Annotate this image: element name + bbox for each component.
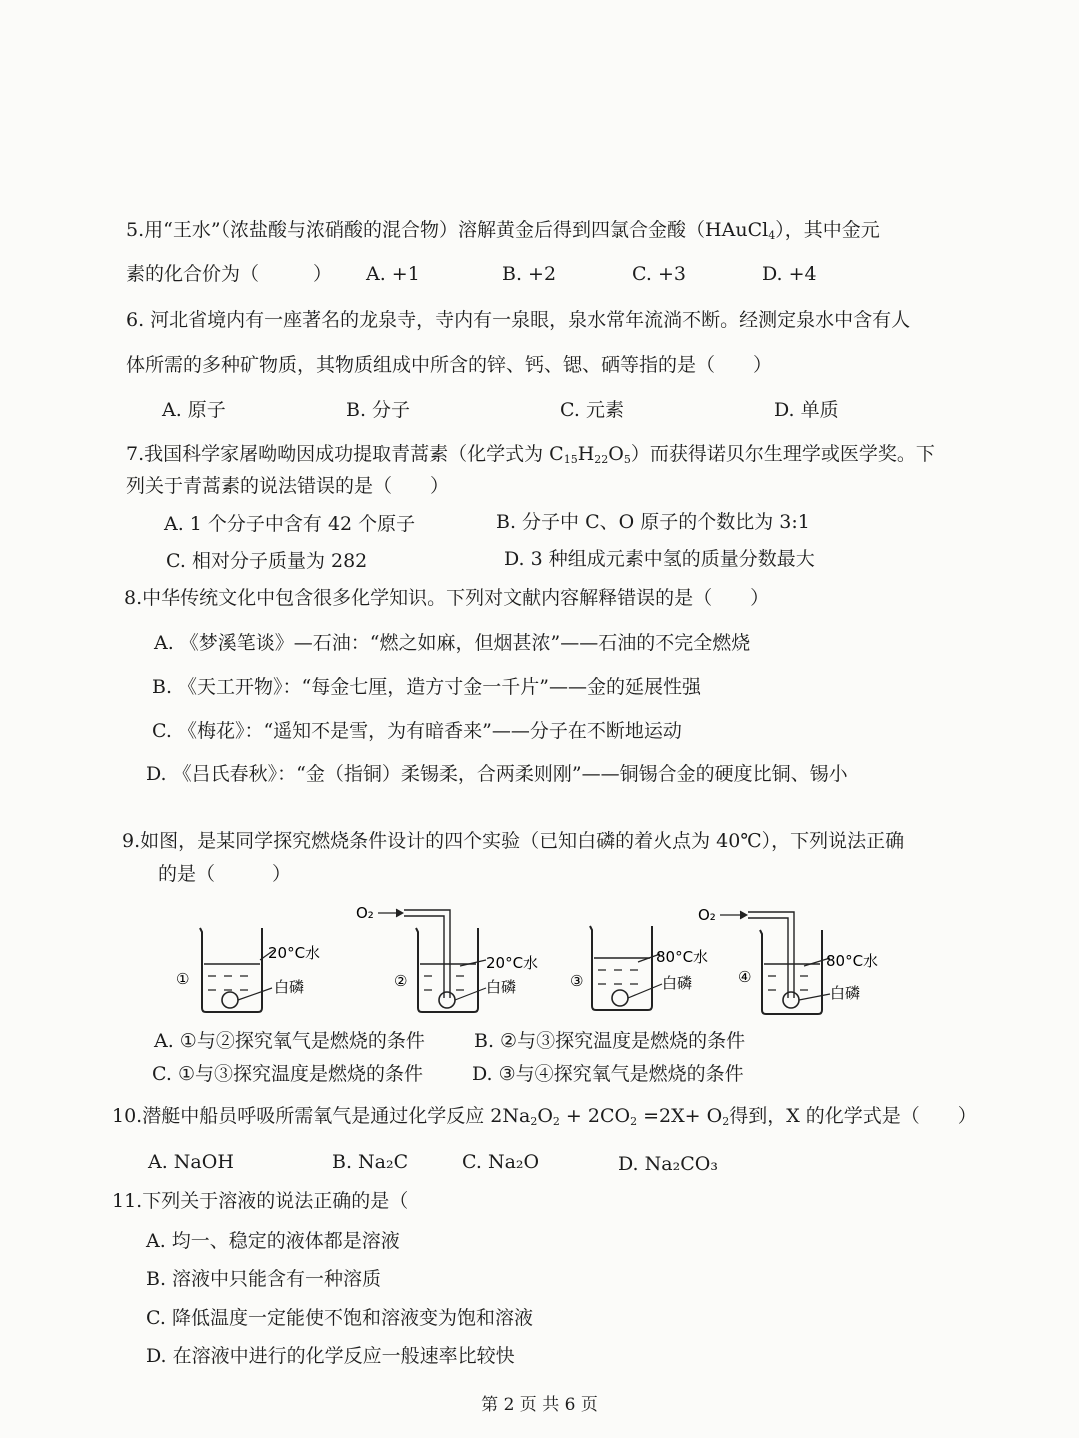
beaker-3-number: ③	[570, 972, 584, 990]
q8-option-b: B. 《天工开物》：“每金七厘，造方寸金一千片”——金的延展性强	[152, 676, 701, 698]
beaker-4	[698, 906, 878, 1014]
q9-line2: 的是（ ）	[158, 863, 292, 885]
q10-option-d: D. Na₂CO₃	[618, 1153, 718, 1175]
q6-option-c: C. 元素	[560, 399, 624, 421]
q10-option-b: B. Na₂C	[332, 1151, 409, 1173]
beaker-1-water-label: 20°C水	[268, 944, 321, 962]
q11-option-d: D. 在溶液中进行的化学反应一般速率比较快	[146, 1345, 515, 1367]
beaker-3	[570, 926, 708, 1010]
q10-option-c: C. Na₂O	[462, 1151, 540, 1173]
q6-line2: 体所需的多种矿物质，其物质组成中所含的锌、钙、锶、硒等指的是（ ）	[126, 354, 773, 376]
q9-option-c: C. ①与③探究温度是燃烧的条件	[152, 1063, 423, 1085]
q7-option-c: C. 相对分子质量为 282	[166, 550, 368, 572]
q7-option-b: B. 分子中 C、O 原子的个数比为 3:1	[496, 511, 810, 533]
q9-line1: 9.如图，是某同学探究燃烧条件设计的四个实验（已知白磷的着火点为 40℃），下列说法正确	[122, 830, 905, 852]
beaker-3-phosphorus-label: 白磷	[662, 974, 693, 992]
beaker-3-water-label: 80°C水	[656, 948, 709, 966]
q9-option-b: B. ②与③探究温度是燃烧的条件	[474, 1030, 746, 1052]
beaker-2-phosphorus-label: 白磷	[486, 978, 517, 996]
q5-option-c: C. +3	[632, 263, 686, 285]
q8-line1: 8.中华传统文化中包含很多化学知识。下列对文献内容解释错误的是（ ）	[124, 587, 770, 609]
q6-option-a: A. 原子	[162, 399, 226, 421]
q9-option-d: D. ③与④探究氧气是燃烧的条件	[472, 1063, 744, 1085]
q5-option-d: D. +4	[762, 263, 817, 285]
q5-option-a: A. +1	[366, 263, 420, 285]
beaker-4-water-label: 80°C水	[826, 952, 879, 970]
q11-line1: 11.下列关于溶液的说法正确的是（	[112, 1190, 409, 1212]
q11-option-c: C. 降低温度一定能使不饱和溶液变为饱和溶液	[146, 1307, 533, 1329]
q7-option-d: D. 3 种组成元素中氢的质量分数最大	[504, 548, 815, 570]
q5-option-b: B. +2	[502, 263, 557, 285]
q11-option-a: A. 均一、稳定的液体都是溶液	[146, 1230, 400, 1252]
beaker-1-number: ①	[176, 970, 190, 988]
beaker-2-water-label: 20°C水	[486, 954, 539, 972]
beaker-1-phosphorus-label: 白磷	[274, 978, 305, 996]
q7-line1: 7.我国科学家屠呦呦因成功提取青蒿素（化学式为 $C_{15}H_{22}O_5$）而获得诺贝尔生理学或医学奖。下	[126, 443, 935, 466]
q8-option-d: D. 《吕氏春秋》：“金（指铜）柔锡柔，合两柔则刚”——铜锡合金的硬度比铜、锡小	[146, 763, 848, 785]
q6-option-b: B. 分子	[346, 399, 411, 421]
beaker-1	[176, 928, 320, 1012]
q7-line2: 列关于青蒿素的说法错误的是（ ）	[126, 475, 450, 497]
q6-line1: 6. 河北省境内有一座著名的龙泉寺，寺内有一泉眼，泉水常年流淌不断。经测定泉水中含有人	[126, 309, 911, 331]
q5-line2: 素的化合价为（ ）	[126, 263, 333, 285]
q8-option-c: C. 《梅花》：“遥知不是雪，为有暗香来”——分子在不断地运动	[152, 720, 682, 742]
q7-option-a: A. 1 个分子中含有 42 个原子	[164, 513, 416, 535]
q6-option-d: D. 单质	[774, 399, 839, 421]
combustion-experiment-figure	[170, 900, 890, 1020]
page-number: 第 2 页 共 6 页	[481, 1395, 598, 1415]
beaker-4-oxygen-label: O₂	[698, 906, 716, 924]
q10-line: 10.潜艇中船员呼吸所需氧气是通过化学反应 $2Na_2O_2 + 2CO_2 =2X+ O_2$得到，X 的化学式是（ ）	[112, 1105, 977, 1128]
beaker-4-number: ④	[738, 968, 752, 986]
q11-option-b: B. 溶液中只能含有一种溶质	[146, 1268, 382, 1290]
q8-option-a: A. 《梦溪笔谈》—石油：“燃之如麻，但烟甚浓”——石油的不完全燃烧	[154, 632, 751, 654]
beaker-2-oxygen-label: O₂	[356, 904, 374, 922]
q5-line1: 5.用“王水”（浓盐酸与浓硝酸的混合物）溶解黄金后得到四氯合金酸（HAuCl$_4$），其中金元	[126, 219, 880, 242]
beaker-2-number: ②	[394, 972, 408, 990]
q10-option-a: A. NaOH	[148, 1151, 234, 1173]
beaker-2	[356, 904, 538, 1012]
beaker-4-phosphorus-label: 白磷	[830, 984, 861, 1002]
q9-option-a: A. ①与②探究氧气是燃烧的条件	[154, 1030, 425, 1052]
